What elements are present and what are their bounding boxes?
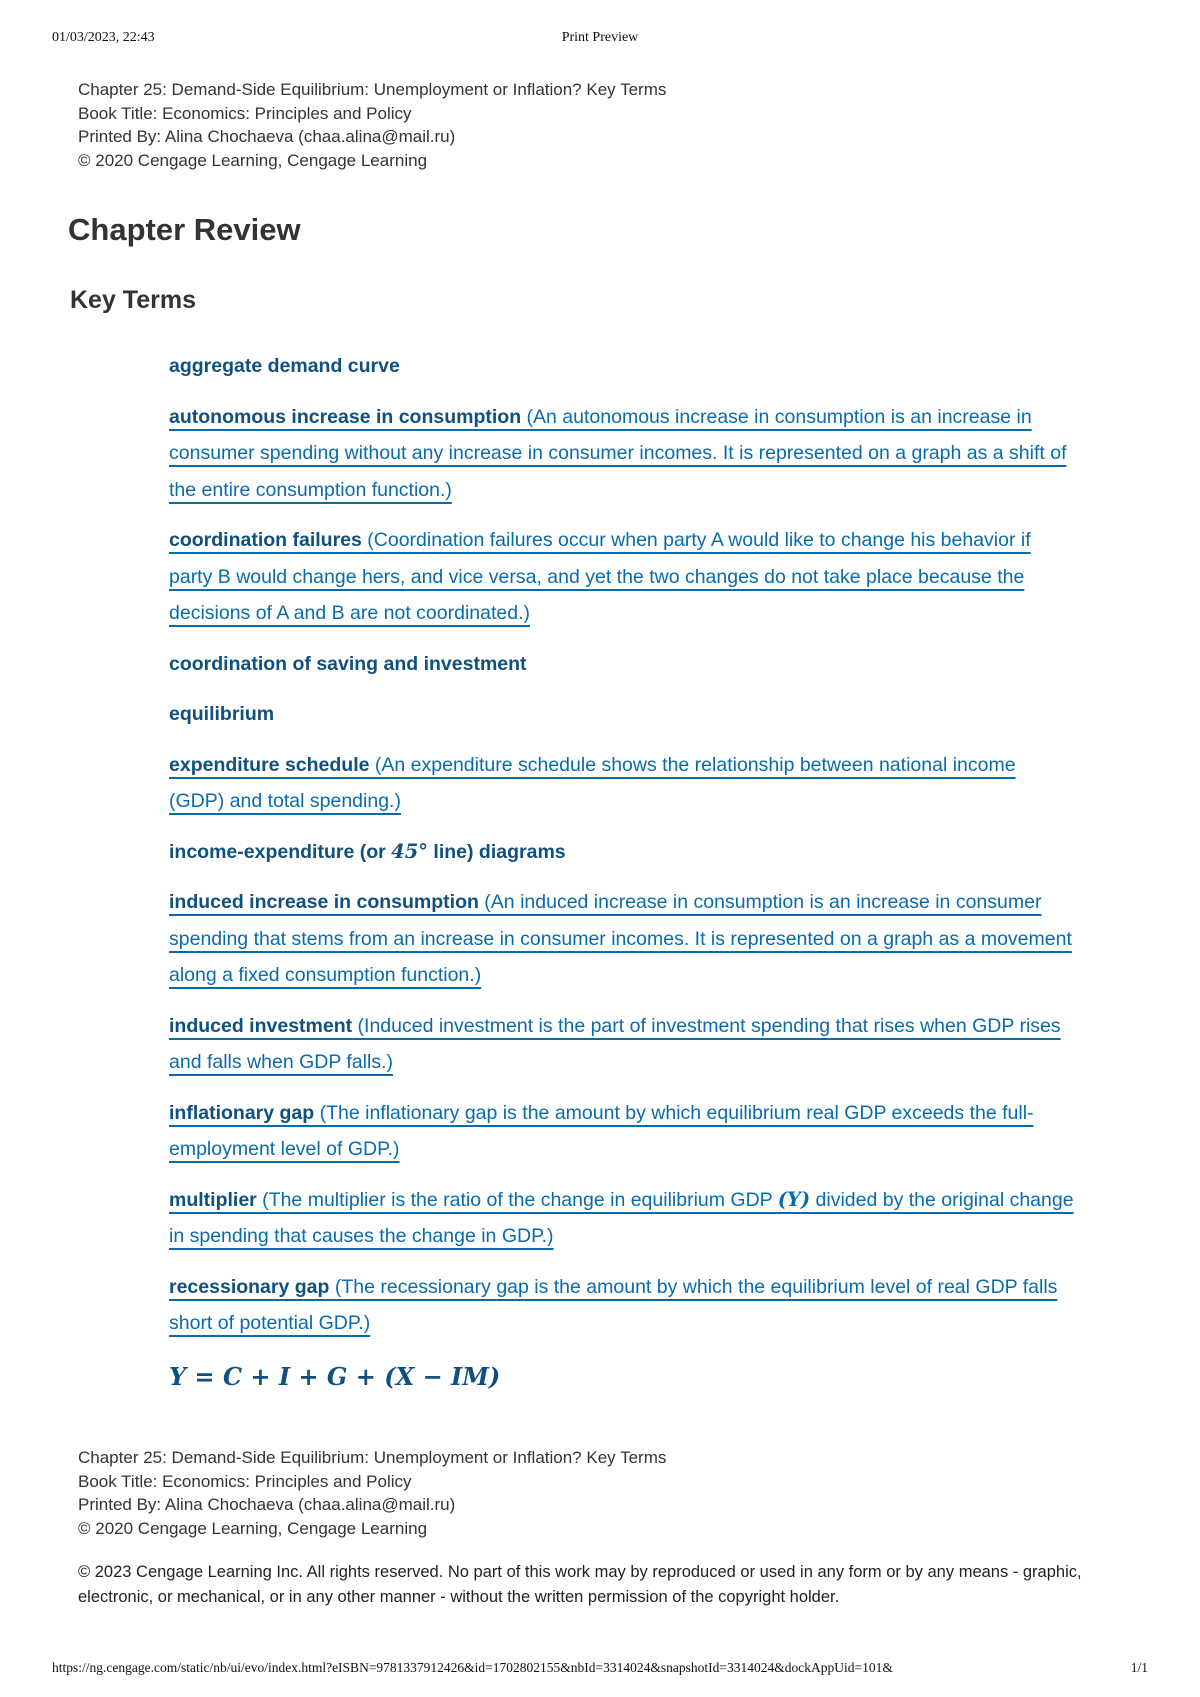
page-title: Chapter Review xyxy=(68,212,301,247)
print-timestamp: 01/03/2023, 22:43 xyxy=(52,30,155,45)
term-induced-investment[interactable]: induced investment (Induced investment is the part of investment spending that rises when GDP rises and falls when GDP falls.) xyxy=(169,1014,1061,1073)
term-induced-increase-in-consumption[interactable]: induced increase in consumption (An induced increase in consumption is an increase in consumer spending that stems from an increase in consumer incomes. It is represented on a graph as a movement along a fixed consumption function.) xyxy=(169,891,1072,986)
meta-chapter-line: Chapter 25: Demand-Side Equilibrium: Unemployment or Inflation? Key Terms xyxy=(78,80,667,99)
page-number: 1/1 xyxy=(1130,1660,1148,1675)
term-coordination-failures[interactable]: coordination failures (Coordination failures occur when party A would like to change his behavior if party B would change hers, and vice versa, and yet the two changes do not take place because the decisions of A and B are not coordinated.) xyxy=(169,529,1031,624)
term-multiplier[interactable]: multiplier (The multiplier is the ratio of the change in equilibrium GDP (Y) divided by the original change in spending that causes the change in GDP.) xyxy=(169,1187,1074,1247)
term-aggregate-demand-curve: aggregate demand curve xyxy=(169,355,400,377)
document-meta-bottom xyxy=(78,1446,666,1540)
section-heading-key-terms: Key Terms xyxy=(70,286,196,314)
meta-copyright: © 2020 Cengage Learning, Cengage Learning xyxy=(78,1518,428,1538)
term-recessionary-gap[interactable]: recessionary gap (The recessionary gap is the amount by which the equilibrium level of real GDP falls short of potential GDP.) xyxy=(169,1275,1058,1334)
meta-printed-by: Printed By: Alina Chochaeva (chaa.alina@mail.ru) xyxy=(78,127,456,146)
meta-book-title: Book Title: Economics: Principles and Policy xyxy=(78,1471,412,1491)
term-expenditure-schedule[interactable]: expenditure schedule (An expenditure schedule shows the relationship between national income (GDP) and total spending.) xyxy=(169,753,1016,812)
term-autonomous-increase-in-consumption[interactable]: autonomous increase in consumption (An autonomous increase in consumption is an increase in consumer spending without any increase in consumer incomes. It is represented on a graph as a shift of the entire consumption function.) xyxy=(169,405,1067,501)
print-title: Print Preview xyxy=(561,30,639,45)
term-equilibrium: equilibrium xyxy=(169,703,275,725)
meta-book-title: Book Title: Economics: Principles and Policy xyxy=(78,103,412,123)
document-meta-top xyxy=(78,78,666,172)
print-header xyxy=(52,30,1148,50)
term-income-expenditure-diagrams: income-expenditure (or 45° line) diagrams xyxy=(169,839,566,863)
meta-chapter-line: Chapter 25: Demand-Side Equilibrium: Unemployment or Inflation? Key Terms xyxy=(78,1448,667,1467)
meta-copyright: © 2020 Cengage Learning, Cengage Learning xyxy=(78,150,428,170)
gdp-formula: Y = C + I + G + (X − IM) xyxy=(169,1361,501,1391)
print-url: https://ng.cengage.com/static/nb/ui/evo/index.html?eISBN=9781337912426&id=1702802155&nbId=3314024&snapshotId=3314024&dockAppUid=101& xyxy=(52,1660,893,1675)
copyright-notice: © 2023 Cengage Learning Inc. All rights reserved. No part of this work may by reproduced or used in any form or by any means - graphic, electronic, or mechanical, or in any other manner - without the written permission of the copyright holder. xyxy=(78,1563,1082,1606)
term-coordination-of-saving-and-investment: coordination of saving and investment xyxy=(169,652,527,675)
key-terms-list xyxy=(169,348,1074,1392)
meta-printed-by: Printed By: Alina Chochaeva (chaa.alina@mail.ru) xyxy=(78,1495,456,1514)
term-inflationary-gap[interactable]: inflationary gap (The inflationary gap is the amount by which equilibrium real GDP exceeds the full-employment level of GDP.) xyxy=(169,1101,1034,1160)
